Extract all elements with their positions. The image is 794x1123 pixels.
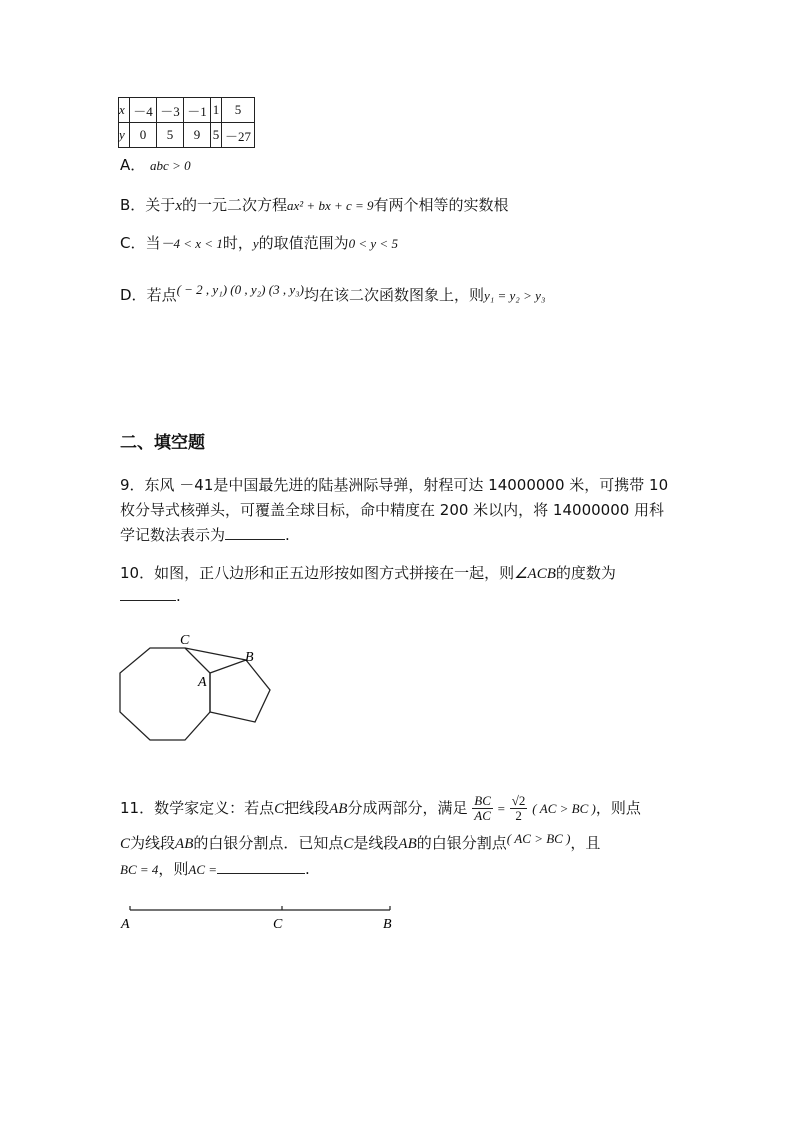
option-text: 关于 [145,196,176,214]
option-expression: abc > 0 [150,158,191,173]
label-a: A [198,675,207,690]
answer-blank [120,588,176,601]
question-11-line3 [120,858,310,879]
segment-label: AB [175,836,194,852]
regular-octagon [120,648,210,740]
option-text: 若点 [146,286,177,304]
table-row-x [119,98,255,123]
table-cell: －1 [184,98,211,123]
equals-sign: = [497,801,505,816]
table-cell: 5 [157,123,184,148]
question-text: 的白银分割点．已知点 [193,834,344,852]
segment-label: AB [398,836,417,852]
label-b: B [383,917,392,932]
answer-blank [217,861,305,874]
denominator: AC [474,808,491,823]
question-text: 把线段 [284,799,330,817]
table-cell: 0 [130,123,157,148]
table-cell: －4 [130,98,157,123]
relation: y₁ = y₂ > y₃ [483,288,546,303]
angle: ∠ACB [514,566,556,582]
question-text: 11．数学家定义：若点 [120,799,275,817]
question-9-line3 [120,524,290,545]
condition: ( AC > BC ) [532,801,596,816]
option-d [120,284,545,305]
question-11-line2 [120,832,600,853]
point-label: C [120,836,131,852]
point-label: C [274,801,285,817]
question-text: 分成两部分，满足 [347,799,468,817]
question-text: 9．东风 －41 [120,476,214,494]
numerator: BC [474,793,491,808]
question-text: 10．如图，正八边形和正五边形按如图方式拼接在一起，则 [120,564,515,582]
question-text: ，且 [570,834,601,852]
variable: x [175,198,182,214]
fraction-root2-over-2 [510,794,528,823]
table-cell: 9 [184,123,211,148]
option-text: 的取值范围为 [258,234,349,252]
option-label: C． [120,234,146,252]
section-heading: 二、填空题 [120,433,205,453]
question-text: 学记数法表示为 [120,526,226,544]
numerator: √2 [511,793,526,808]
answer-prefix: AC = [188,862,218,877]
option-text: 时， [222,234,253,252]
denominator: 2 [515,808,522,823]
question-text: 的度数为 [555,564,616,582]
table-cell: 1 [211,98,222,123]
option-text: 均在该二次函数图象上，则 [303,286,484,304]
segment-label: AB [329,801,348,817]
label-a: A [121,917,130,932]
condition: －4 < x < 1 [160,236,223,251]
question-text: ，则点 [595,799,641,817]
table-cell: y [119,123,130,148]
condition: ( AC > BC ) [506,831,571,846]
answer-blank [225,527,285,540]
question-text: 是中国最先进的陆基洲际导弹，射程可达 14000000 米，可携带 10 [213,476,669,494]
equation: ax² + bx + c = 9 [287,198,374,213]
period: . [285,526,290,544]
value-table [118,97,255,148]
option-label: D． [120,286,147,304]
range: 0 < y < 5 [348,236,398,251]
question-text: 为线段 [130,834,176,852]
label-c: C [180,633,190,648]
question-10-line1 [120,562,616,583]
question-9-line1 [120,474,668,495]
table-cell: －27 [222,123,255,148]
regular-pentagon [210,660,270,722]
question-text: 的白银分割点 [416,834,507,852]
given: BC = 4 [120,862,159,877]
point-label: C [343,836,354,852]
period: . [305,860,310,878]
period: . [176,587,181,605]
octagon-pentagon-figure [110,628,280,748]
question-text: 是线段 [353,834,399,852]
table-cell: x [119,98,130,123]
segment-cb [185,648,246,660]
table-cell: 5 [222,98,255,123]
segment-figure [115,900,405,936]
fraction-bc-ac [472,794,493,823]
option-text: 当 [145,234,161,252]
label-b: B [245,650,254,665]
question-text: ，则 [158,860,189,878]
option-text: 的一元二次方程 [181,196,287,214]
points: ( − 2 , y₁) (0 , y₂) (3 , y₃) [176,282,304,297]
question-9-line2: 枚分导式核弹头，可覆盖全球目标，命中精度在 200 米以内，将 14000000 用科 [120,501,665,519]
table-cell: 5 [211,123,222,148]
option-text: 有两个相等的实数根 [373,196,509,214]
variable: y [252,236,259,251]
question-11-line1 [120,794,641,823]
question-10-line2 [120,587,181,605]
option-label: B． [120,196,146,214]
option-a [120,154,191,175]
option-c [120,232,398,253]
table-row-y [119,123,255,148]
option-label: A． [120,156,146,174]
option-b [120,194,509,215]
table-cell: －3 [157,98,184,123]
label-c: C [273,917,283,932]
